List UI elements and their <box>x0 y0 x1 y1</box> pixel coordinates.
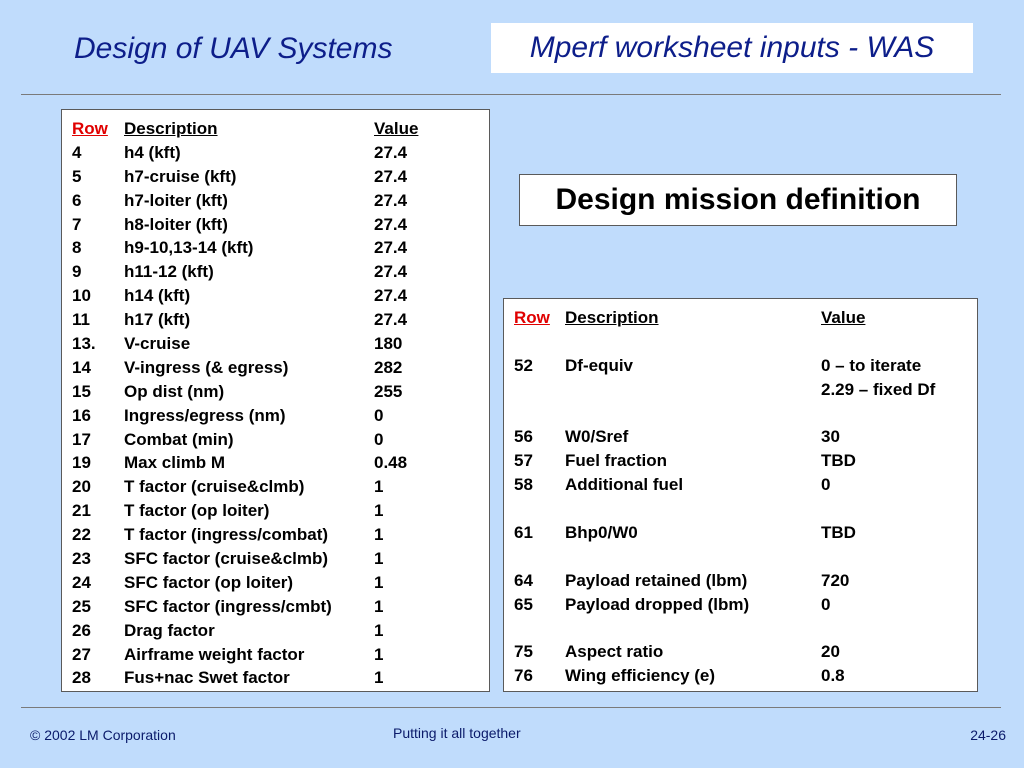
left-table-body <box>72 141 489 690</box>
table-row <box>72 547 489 571</box>
description-cell: SFC factor (op loiter) <box>124 572 294 592</box>
description-cell: Ingress/egress (nm) <box>124 405 286 425</box>
row-number-cell: 27 <box>72 644 91 664</box>
value-cell: 720 <box>821 570 850 590</box>
row-number-cell: 4 <box>72 142 82 162</box>
table-row <box>72 523 489 547</box>
design-mission-label: Design mission definition <box>519 174 957 226</box>
row-number-cell <box>514 330 565 354</box>
table-row <box>514 640 977 664</box>
table-row <box>514 664 977 688</box>
left-table-header <box>72 117 489 141</box>
value-column-header: Value <box>821 308 866 327</box>
table-row <box>514 402 977 426</box>
row-number-cell: 64 <box>514 570 533 590</box>
footer-page-number: 24-26 <box>970 727 1006 743</box>
table-row <box>72 356 489 380</box>
table-row <box>514 569 977 593</box>
row-number-cell: 21 <box>72 501 91 521</box>
row-number-cell <box>514 617 565 641</box>
row-number-cell: 16 <box>72 405 91 425</box>
row-number-cell: 76 <box>514 666 533 686</box>
value-column-header: Value <box>374 119 419 138</box>
course-title: Design of UAV Systems <box>74 32 393 65</box>
description-cell <box>565 402 821 426</box>
description-column-header: Description <box>124 119 218 138</box>
description-cell: Max climb M <box>124 453 226 473</box>
row-number-cell: 9 <box>72 262 82 282</box>
description-cell <box>565 497 821 521</box>
row-number-cell: 13. <box>72 334 96 354</box>
table-row <box>514 449 977 473</box>
value-cell: 27.4 <box>374 214 408 234</box>
left-input-table <box>61 109 490 692</box>
row-number-cell: 61 <box>514 523 533 543</box>
row-number-cell: 8 <box>72 238 82 258</box>
value-cell: 27.4 <box>374 310 408 330</box>
table-row <box>72 475 489 499</box>
right-table-body <box>514 330 977 688</box>
footer-copyright: © 2002 LM Corporation <box>30 727 176 743</box>
row-number-cell: 15 <box>72 381 91 401</box>
table-row <box>514 521 977 545</box>
table-row <box>72 165 489 189</box>
slide-title: Mperf worksheet inputs - WAS <box>491 23 973 73</box>
description-cell: h8-loiter (kft) <box>124 214 228 234</box>
row-number-cell: 56 <box>514 427 533 447</box>
table-row <box>72 595 489 619</box>
table-row <box>72 284 489 308</box>
table-row <box>514 593 977 617</box>
top-divider <box>21 94 1001 95</box>
row-number-cell: 11 <box>72 310 90 330</box>
value-cell: 27.4 <box>374 238 408 258</box>
value-cell: 20 <box>821 642 840 662</box>
description-cell: Payload dropped (lbm) <box>565 594 750 614</box>
description-cell: Combat (min) <box>124 429 234 449</box>
row-number-cell <box>514 402 565 426</box>
description-cell <box>565 378 821 402</box>
row-number-cell: 52 <box>514 355 533 375</box>
description-cell: Wing efficiency (e) <box>565 666 716 686</box>
table-row <box>72 619 489 643</box>
table-row <box>514 497 977 521</box>
value-cell: 1 <box>374 668 384 688</box>
table-row <box>72 571 489 595</box>
bottom-divider <box>21 707 1001 708</box>
description-cell: h7-cruise (kft) <box>124 166 237 186</box>
row-number-cell: 10 <box>72 286 91 306</box>
value-cell: 1 <box>374 477 384 497</box>
value-cell: 1 <box>374 501 384 521</box>
row-number-cell: 75 <box>514 642 533 662</box>
value-cell: 1 <box>374 644 384 664</box>
table-row <box>514 330 977 354</box>
table-row <box>72 332 489 356</box>
table-row <box>514 545 977 569</box>
value-cell: 0.8 <box>821 666 845 686</box>
value-cell: 27.4 <box>374 190 408 210</box>
row-column-header: Row <box>72 119 108 138</box>
description-cell: SFC factor (ingress/cmbt) <box>124 596 332 616</box>
description-cell: Fuel fraction <box>565 451 668 471</box>
row-number-cell: 65 <box>514 594 533 614</box>
row-number-cell <box>514 497 565 521</box>
row-number-cell: 58 <box>514 475 533 495</box>
table-row <box>72 189 489 213</box>
description-cell: T factor (cruise&clmb) <box>124 477 305 497</box>
description-cell <box>565 545 821 569</box>
right-input-table <box>503 298 978 692</box>
description-cell <box>565 330 821 354</box>
table-row <box>514 378 977 402</box>
description-cell: Bhp0/W0 <box>565 523 638 543</box>
row-number-cell: 5 <box>72 166 82 186</box>
value-cell: 282 <box>374 357 403 377</box>
value-cell: TBD <box>821 451 856 471</box>
value-cell: 1 <box>374 596 384 616</box>
row-number-cell: 24 <box>72 572 91 592</box>
description-cell: Aspect ratio <box>565 642 664 662</box>
description-cell: T factor (op loiter) <box>124 501 270 521</box>
description-cell: Additional fuel <box>565 475 684 495</box>
value-cell: 27.4 <box>374 286 408 306</box>
value-cell: 0 – to iterate <box>821 355 922 375</box>
description-cell: Df-equiv <box>565 355 633 375</box>
table-row <box>72 499 489 523</box>
value-cell: 0 <box>374 405 384 425</box>
value-cell: 0 <box>821 594 831 614</box>
table-row <box>72 666 489 690</box>
row-number-cell: 7 <box>72 214 82 234</box>
value-cell: TBD <box>821 523 856 543</box>
description-cell: Payload retained (lbm) <box>565 570 748 590</box>
table-row <box>72 380 489 404</box>
description-cell: Airframe weight factor <box>124 644 305 664</box>
table-row <box>72 260 489 284</box>
table-row <box>514 354 977 378</box>
row-number-cell <box>514 378 565 402</box>
value-cell: 27.4 <box>374 262 408 282</box>
row-number-cell: 22 <box>72 525 91 545</box>
value-cell: 1 <box>374 620 384 640</box>
row-number-cell: 20 <box>72 477 91 497</box>
description-cell: h9-10,13-14 (kft) <box>124 238 254 258</box>
description-cell: h11-12 (kft) <box>124 262 214 282</box>
row-number-cell: 23 <box>72 549 91 569</box>
table-row <box>72 141 489 165</box>
value-cell: 0 <box>374 429 384 449</box>
row-number-cell: 14 <box>72 357 91 377</box>
value-cell: 0 <box>821 475 831 495</box>
right-table-header <box>514 306 977 330</box>
table-row <box>72 428 489 452</box>
row-number-cell: 26 <box>72 620 91 640</box>
table-row <box>72 451 489 475</box>
table-row <box>72 236 489 260</box>
description-cell: W0/Sref <box>565 427 629 447</box>
value-cell: 180 <box>374 334 403 354</box>
table-row <box>514 425 977 449</box>
table-row <box>72 404 489 428</box>
table-row <box>72 643 489 667</box>
value-cell: 1 <box>374 549 384 569</box>
description-cell: V-ingress (& egress) <box>124 357 289 377</box>
description-cell: h7-loiter (kft) <box>124 190 228 210</box>
description-cell: Drag factor <box>124 620 215 640</box>
description-cell: SFC factor (cruise&clmb) <box>124 549 329 569</box>
row-number-cell: 17 <box>72 429 91 449</box>
description-cell: h4 (kft) <box>124 142 181 162</box>
description-cell: T factor (ingress/combat) <box>124 525 329 545</box>
value-cell: 30 <box>821 427 840 447</box>
description-cell <box>565 617 821 641</box>
description-column-header: Description <box>565 308 659 327</box>
description-cell: h17 (kft) <box>124 310 191 330</box>
description-cell: Op dist (nm) <box>124 381 225 401</box>
row-number-cell: 25 <box>72 596 91 616</box>
row-number-cell: 28 <box>72 668 91 688</box>
value-cell: 1 <box>374 525 384 545</box>
row-number-cell: 57 <box>514 451 533 471</box>
row-number-cell: 6 <box>72 190 82 210</box>
table-row <box>72 213 489 237</box>
description-cell: V-cruise <box>124 334 191 354</box>
value-cell: 255 <box>374 381 403 401</box>
row-number-cell <box>514 545 565 569</box>
description-cell: Fus+nac Swet factor <box>124 668 290 688</box>
value-cell: 27.4 <box>374 166 408 186</box>
value-cell: 0.48 <box>374 453 408 473</box>
footer-section-title: Putting it all together <box>393 725 521 741</box>
row-number-cell: 19 <box>72 453 91 473</box>
table-row <box>72 308 489 332</box>
table-row <box>514 617 977 641</box>
table-row <box>514 473 977 497</box>
row-column-header: Row <box>514 308 550 327</box>
description-cell: h14 (kft) <box>124 286 191 306</box>
value-cell: 1 <box>374 572 384 592</box>
value-cell: 2.29 – fixed Df <box>821 379 936 399</box>
value-cell: 27.4 <box>374 142 408 162</box>
